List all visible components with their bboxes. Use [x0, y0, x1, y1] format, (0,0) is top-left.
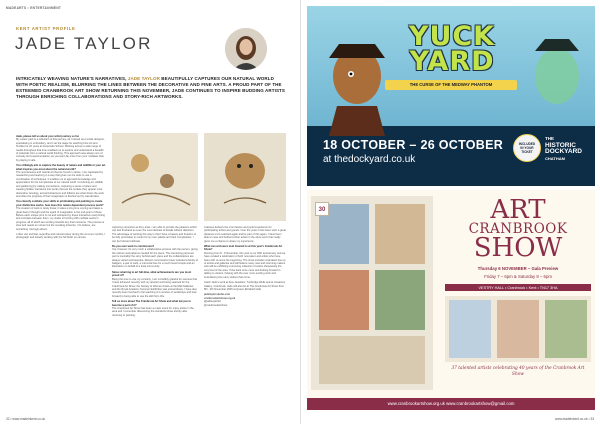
yuck-dates: 18 OCTOBER – 26 OCTOBER: [323, 138, 504, 152]
answer-4: I often use archival, superfine and natural colour during the summer months, I photograph and loosely working with the full finish on canvas.: [16, 232, 106, 240]
article-lead: [16, 76, 286, 100]
artwork-2-image: [204, 133, 286, 221]
lead-text-c: BEAUTIFULLY CAPTURES OUR NATURAL WORLD WITH POETIC REALISM, BLURRING THE LINES BETWEEN THE DECORATIVE AND FINE ARTS. A PROUD PART OF THE ESTEEMED CRANBROOK ART SHOW RETURNING THIS NOVEMBER, JADE CONTINUES TO INSPIRE BUDDING ARTISTS THROUGH ENRICHING COLLABORATIONS AND STORY-RICH ARTWORKS.: [16, 76, 285, 99]
artwork-thumbnail-1: [112, 133, 198, 221]
show-website[interactable]: cranbrookartshow.org.uk: [204, 296, 236, 300]
dockyard-historic: HISTORIC: [545, 141, 576, 149]
col2-answer-4: The Cranbrook Art Show has been a major event for many artists in the area and I remember discovering the wonderful show shortly after returning to painting.: [112, 306, 194, 317]
show-tagline: 37 talented artists celebrating 40 years of the Cranbrook Art Show: [451, 366, 585, 377]
art-show-image: [311, 196, 433, 390]
right-page: [300, 0, 600, 424]
col2-question-3: Since returning to art full-time, what achievements are you most proud of?: [112, 270, 192, 278]
col2-answer-1: capturing memories as they arise. I am able to provide the pleasure which can feel freehand as even the most delicate of details without distortion. The advantage of working this way is that I have a beauty and freedom to be fully printmaker in control of my own palette and their complexities. I can be bold and delicate.: [112, 226, 197, 243]
col3-answer-3: Catch Jade's work at Kew Jewellers, Tunbridge Wells and at Creations Gallery, Cranbrook. Jade will also be at The Cranbrook Art Show from 8th - 9th November 2025 at Queen Elizabeth Hall.: [204, 281, 286, 291]
col3-question-2: What can art-lovers look forward to at this year's Cranbrook Art Show?: [204, 245, 283, 252]
yuck-title: [397, 21, 507, 77]
yuck-yard-ad: [307, 6, 595, 186]
col2-answer-2: Yes, however it's very much a collaborative process with the person, giving the colours and patterns needed for the piece. The interesting personal part is inevitably the story behind each piece and the collaborations are always varied and bespoke. Recent commissions have included a family of badgers, a pair of owls, a memorial tree for a much loved couple and an illustration on behalf of a local community.: [112, 248, 198, 269]
artist-website[interactable]: jadetaylorstudio.com: [204, 293, 231, 297]
artist-instagram[interactable]: @jadetaylorart: [204, 300, 221, 304]
badge-line3: TICKET: [521, 150, 533, 155]
art-collage: [311, 196, 433, 390]
show-title-block: [445, 195, 591, 263]
column-3: [204, 226, 286, 307]
answer-1: My career path is a reflection of this journey, as I trained as a textile designer, specialising in embroidery, and I set the stage for teaching Fine Art and Textiles for 22 years at Greenside School. Working across a wide range of media throughout that time enabled me to explore and understand a breadth of materials from a natural world thinking. This approach was always one of curiosity and experimentation, as you learn far more from your mistakes than by playing it safe.: [16, 138, 105, 162]
show-venue: VESTRY HALL • Cranbrook • Kent • TN17 3HA: [445, 284, 591, 291]
artwork-thumbnail-2: [204, 133, 286, 221]
question-2: You strikingly aim to capture the beauty of nature and wildlife in your art, what inspires you most about the natural world?: [16, 164, 106, 171]
question-3: You cleverly combine your skills in printmaking and painting to create your distinctive works, how does this nature dependent process work?: [16, 200, 104, 207]
show-title-cranbrook: CRANBROOK: [468, 221, 568, 237]
col2-question-2: Do you ever work to commission?: [112, 245, 155, 249]
show-instagram[interactable]: @cranbrookartshow: [204, 303, 228, 307]
lead-artist-name: JADE TAYLOR: [127, 76, 160, 81]
yuck-title-line1: YUCK: [408, 21, 496, 52]
article-kicker: KENT ARTIST PROFILE: [16, 26, 76, 31]
col3-answer-1: It always delivers the most festive and joyful experience for participating artists and guests. Over the years it has been such a great pleasure to be selected again and be part of this again. I have been able to meet and befriend other artists in the show and it has really given me a chance to share my experience.: [204, 226, 286, 243]
section-header: MADEARTS • ENTERTAINMENT: [6, 6, 62, 10]
badge-line1: INCLUDED: [518, 142, 536, 146]
yuck-banner: THE CURSE OF THE MEDWAY PHANTOM: [385, 80, 517, 90]
article-title: JADE TAYLOR: [15, 34, 153, 53]
dockyard-logo: [545, 136, 593, 162]
dockyard-name: DOCKYARD: [545, 148, 582, 155]
included-badge: [513, 134, 541, 162]
portrait-image: [225, 28, 267, 70]
show-title-show: SHOW: [473, 233, 563, 263]
col3-answer-2: Running from 8 - 9 November, this year is our 30th anniversary and we have curated a celebration of both new talent and artists who have been with us since the beginning. The show includes a fantastic line up of artists and galleries and will feature many new and returning makers who will be exhibiting a stunning collection of works showcasing the very best of the area. I'll be back once more and looking forward to talking to visitors, helping with the ever more exciting work and entertaining the many visitors that come.: [204, 251, 286, 279]
column-2: [112, 226, 198, 317]
left-page-footer: 32 • www.madeinkent.co.uk: [6, 417, 46, 421]
question-1: Jade, please tell us about your artist journey so far.: [16, 135, 80, 138]
show-artwork-strip: [445, 296, 591, 362]
lead-text-a: INTRICATELY WEAVING NATURE'S NARRATIVES,: [16, 76, 128, 81]
cranbrook-ad: [307, 190, 595, 410]
yuck-title-line2: YARD: [409, 46, 495, 77]
show-title-art: ART: [490, 195, 546, 225]
answer-2: The spontaneous and natural art that we found in nature. I am captivated by researching and learning in a way that gives me the tools to use a combination of techniques. It enables me to approach knowledge and appreciation for the complexities of our natural world. Combining art, wildlife and gardening by making connections, capturing a sense of place and weaving hidden narratives into works that are the surface they appear most decorative. Ecology, animal behaviours and folklore are what drives the work and often the progress of their imagination is fleshed out by natural tales.: [16, 171, 104, 198]
column-1: [16, 133, 106, 240]
badge-line2: IN YOUR: [520, 146, 534, 151]
show-urls-bar: www.cranbrookartshow.org.uk www.cranbrookartshow@gmail.com: [307, 398, 595, 410]
show-days: Friday 7 – 6pm & Saturday 8 – 6pm: [484, 274, 552, 279]
col2-question-4: Tell us more about The Cranbrook Art Show and what led you to become a part of it?: [112, 300, 191, 307]
answer-3: The creation of work is rarely linear, it takes a long time coming and takes a great deal of thought and the spark of imagination is the end-point of these. Before each unique print is cut and reshaped by these interactive overprinting and contrasts between them, my studio is buzzing with multiple works in progress, all of which are working towards key final moments. The process is slow and needs to nurture but the resulting artworks, I do believe, are something I lovingly attract.: [16, 207, 105, 231]
yuck-site: at thedockyard.co.uk: [323, 154, 416, 165]
dockyard-the: THE: [545, 136, 554, 141]
col2-answer-3: Being the time to use my curiosity, I am incredibly grateful for success that I have achieved recently with my artwork and being selected for the Cranbrook Art Show, the Society of Women Artists at the Mall Galleries and the Royal Academy Summer Exhibition was extraordinary. I have also recently been involved in the teaching of a number of workshops and look forward to being able to use the skill from this.: [112, 277, 198, 298]
right-page-footer: www.madeinkent.co.uk • 33: [554, 417, 594, 421]
show-artwork-strip-image: [445, 296, 591, 362]
artist-portrait: [225, 28, 267, 70]
artwork-1-image: [112, 133, 198, 221]
show-dateline: Thursday 6 NOVEMBER – Gala Preview: [477, 266, 559, 271]
dockyard-place: CHATHAM: [545, 155, 565, 161]
anniversary-badge: 30: [315, 202, 329, 216]
